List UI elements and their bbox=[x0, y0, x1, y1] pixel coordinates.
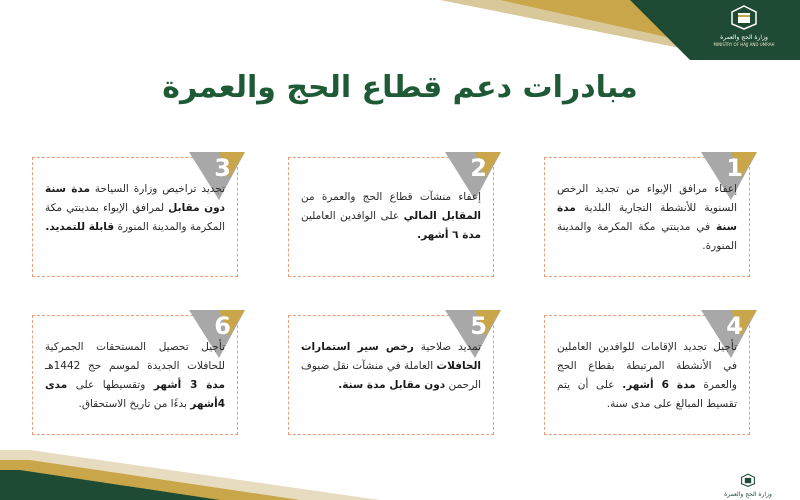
card-text-bold: رخص سير استمارات الحافلات bbox=[301, 341, 481, 372]
logo-subtitle: MINISTRY OF HAJJ AND UMRAH bbox=[713, 42, 775, 47]
card-text bbox=[301, 188, 481, 245]
card-text-segment: على الوافدين العاملين bbox=[301, 210, 404, 222]
card-text-bold: مدة 3 أشهر bbox=[153, 379, 225, 391]
card-text-bold: مدة سنة دون مقابل bbox=[45, 183, 226, 214]
card-text-segment: تأجيل تجديد الإقامات للوافدين العاملين في الأنشطة المرتبطة بقطاع الحج والعمرة bbox=[557, 341, 737, 391]
initiative-card-2 bbox=[288, 154, 494, 277]
card-text bbox=[301, 338, 481, 395]
initiative-card-3 bbox=[32, 154, 238, 277]
card-number: 4 bbox=[726, 312, 743, 340]
card-number: 1 bbox=[726, 154, 743, 182]
card-text bbox=[557, 338, 737, 414]
card-text-bold: مدة سنة bbox=[557, 202, 737, 233]
initiative-card-5 bbox=[288, 312, 494, 435]
initiative-card-6 bbox=[32, 312, 238, 435]
card-text-bold: دون مقابل مدة سنة. bbox=[338, 379, 446, 391]
card-text bbox=[557, 180, 737, 256]
card-number: 6 bbox=[214, 312, 231, 340]
footer-logo-name: وزارة الحج والعمرة bbox=[724, 491, 772, 498]
card-text-segment: في مدينتي مكة المكرمة والمدينة المنورة. bbox=[557, 221, 737, 252]
card-text-bold: المقابل المالي bbox=[403, 210, 481, 222]
card-text-segment: وتقسيطها على bbox=[67, 379, 154, 391]
card-text-segment: تمديد صلاحية bbox=[413, 341, 481, 353]
card-text-bold: مدة ٦ أشهر. bbox=[417, 229, 481, 241]
initiative-card-1 bbox=[544, 154, 750, 277]
card-text-segment: على أن يتم تقسيط المبالغ على مدى سنة. bbox=[557, 379, 737, 410]
ministry-logo bbox=[702, 4, 786, 47]
card-text-bold: مدى 4أشهر bbox=[45, 379, 225, 410]
card-text bbox=[45, 180, 225, 237]
card-text-segment: إعفاء مرافق الإيواء من تجديد الرخص السنوية للأنشطة التجارية البلدية bbox=[557, 183, 737, 214]
card-text-segment: العاملة في منشآت نقل ضيوف الرحمن bbox=[301, 360, 481, 391]
kaaba-icon bbox=[740, 473, 756, 487]
card-text-bold: مدة 6 أشهر. bbox=[622, 379, 696, 391]
card-text-segment: بدءًا من تاريخ الاستحقاق. bbox=[78, 398, 191, 410]
logo-name: وزارة الحج والعمرة bbox=[720, 34, 768, 41]
card-text-segment: تأجيل تحصيل المستحقات الجمركية للحافلات الجديدة لموسم حج 1442هـ bbox=[45, 341, 225, 372]
bottom-left-decoration bbox=[0, 450, 380, 500]
kaaba-icon bbox=[729, 4, 759, 30]
card-number: 3 bbox=[214, 154, 231, 182]
card-text-bold: قابلة للتمديد. bbox=[45, 221, 115, 233]
card-number: 2 bbox=[470, 154, 487, 182]
card-number: 5 bbox=[470, 312, 487, 340]
footer-logo bbox=[718, 472, 778, 498]
page-title: مبادرات دعم قطاع الحج والعمرة bbox=[162, 70, 638, 105]
card-text bbox=[45, 338, 225, 414]
initiative-card-4 bbox=[544, 312, 750, 435]
card-text-segment: إعفاء منشآت قطاع الحج والعمرة من bbox=[301, 191, 481, 203]
card-text-segment: لمرافق الإيواء بمدينتي مكة المكرمة والمدينة المنورة bbox=[45, 202, 225, 233]
card-text-segment: تجديد تراخيص وزارة السياحة bbox=[89, 183, 225, 195]
